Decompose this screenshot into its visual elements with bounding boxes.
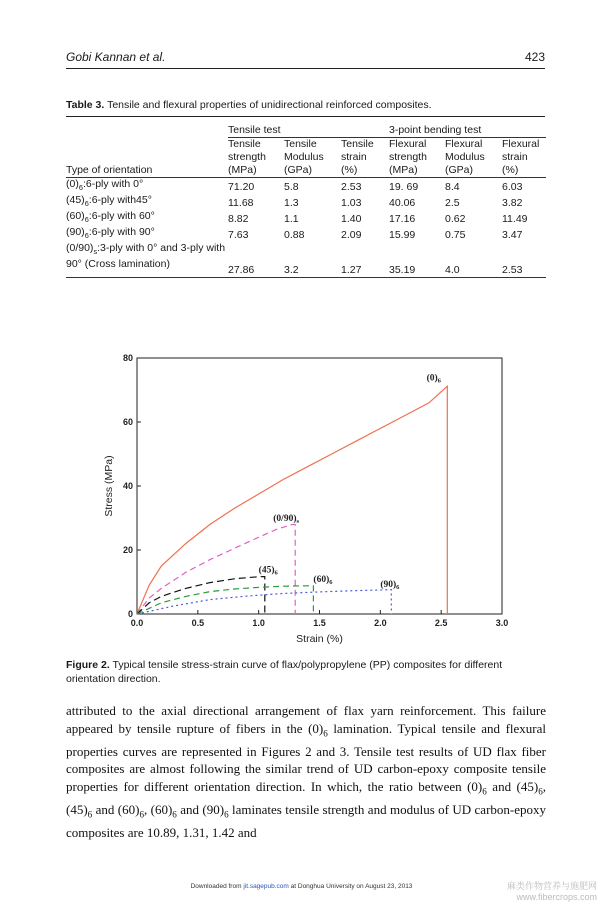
- cell-value: 0.88: [284, 229, 305, 242]
- watermark-line-2: www.fibercrops.com: [516, 892, 597, 902]
- table-caption-label: Table 3.: [66, 99, 105, 111]
- table-caption-text: Tensile and flexural properties of unidirectional reinforced composites.: [107, 99, 432, 111]
- table-row: [66, 242, 546, 278]
- cell-value: 71.20: [228, 181, 255, 194]
- cell-value: 4.0: [445, 264, 460, 277]
- col-header: Flexural strain (%): [502, 138, 540, 176]
- col-header: Flexural Modulus (GPa): [445, 138, 485, 176]
- cell-orientation: $(0/90)_s:3$-ply with 0° and 3-ply with 90° (Cross lamination): [66, 242, 226, 271]
- col-header: Tensile Modulus (GPa): [284, 138, 324, 176]
- table-row: [66, 178, 546, 195]
- cell-value: 40.06: [389, 197, 416, 210]
- cell-value: 19. 69: [389, 181, 419, 194]
- group-tensile-test: Tensile test: [228, 118, 389, 138]
- properties-table: [66, 118, 546, 278]
- cell-value: 17.16: [389, 213, 416, 226]
- col-header: Tensile strength (MPa): [228, 138, 266, 176]
- cell-value: 3.2: [284, 264, 299, 277]
- table-row: [66, 210, 546, 226]
- cell-value: 8.82: [228, 213, 249, 226]
- figure-caption: [66, 658, 546, 686]
- header-rule: [66, 68, 545, 69]
- x-tick-label: 2.5: [434, 618, 448, 628]
- cell-orientation: $(0)_6:6$-ply with 0°: [66, 178, 144, 193]
- series-line-3: [137, 586, 313, 614]
- y-tick-label: 0: [127, 609, 133, 619]
- watermark: [507, 881, 597, 903]
- table-row: [66, 226, 546, 242]
- cell-orientation: $(45)_6:6$-ply with45°: [66, 194, 152, 209]
- cell-value: 2.53: [502, 264, 523, 277]
- x-tick-label: 2.0: [374, 618, 387, 628]
- footer-prefix: Downloaded from: [190, 883, 244, 890]
- series-annotation: $(60)_6$: [313, 575, 333, 586]
- stress-strain-chart: [100, 350, 512, 650]
- cell-value: 3.47: [502, 229, 523, 242]
- series-line-4: [137, 590, 391, 614]
- cell-value: 2.5: [445, 197, 460, 210]
- series-line-2: [137, 577, 265, 614]
- watermark-line-1: 麻类作物营养与施肥网: [506, 881, 597, 891]
- cell-orientation: $(60)_6:6$-ply with 60°: [66, 210, 155, 225]
- cell-value: 2.09: [341, 229, 362, 242]
- cell-value: 35.19: [389, 264, 416, 277]
- cell-value: 27.86: [228, 264, 255, 277]
- cell-value: 1.40: [341, 213, 362, 226]
- col-header: Tensile strain (%): [341, 138, 374, 176]
- running-header: [66, 50, 545, 68]
- cell-value: 0.62: [445, 213, 466, 226]
- body-paragraph: attributed to the axial directional arrangement of flax yarn reinforcement. This failure appeared by tensile rupture of fibers in the $(0)_6$ lamination. Typical tensile and flexural properties curves are represented in Figures 2 and 3. Tensile test results of UD flax fiber composites are almost following the similar trend of UD carbon-epoxy composite tensile properties for different orientation direction. In which, the ratio between $(0)_6$ and $(45)_6$, $(45)_6$ and $(60)_6$, $(60)_6$ and $(90)_6$ laminates tensile strength and modulus of UD carbon-epoxy composites are 10.89, 1.31, 1.42 and: [66, 703, 546, 840]
- cell-value: 0.75: [445, 229, 466, 242]
- x-tick-label: 0.5: [191, 618, 205, 628]
- cell-value: 7.63: [228, 229, 249, 242]
- cell-value: 1.27: [341, 264, 362, 277]
- series-annotation: $(90)_6$: [380, 579, 400, 591]
- cell-value: 8.4: [445, 181, 460, 194]
- y-tick-label: 80: [122, 353, 133, 363]
- cell-value: 11.49: [502, 213, 528, 226]
- cell-orientation: $(90)_6:6$-ply with 90°: [66, 226, 155, 241]
- table-row: [66, 194, 546, 210]
- y-tick-label: 40: [122, 481, 133, 491]
- x-tick-label: 1.5: [313, 618, 326, 628]
- running-header-author: Gobi Kannan et al.: [66, 50, 166, 64]
- figure-caption-label: Figure 2.: [66, 659, 110, 671]
- table-top-rule: [66, 116, 545, 117]
- cell-value: 11.68: [228, 197, 254, 210]
- table-caption: [66, 98, 546, 112]
- col-header: Flexural strength (MPa): [389, 138, 427, 176]
- figure-caption-text: Typical tensile stress-strain curve of flax/polypropylene (PP) composites for different orientation direction.: [66, 659, 503, 685]
- cell-value: 6.03: [502, 181, 523, 194]
- footer-link[interactable]: jit.sagepub.com: [243, 883, 289, 890]
- y-tick-label: 60: [122, 417, 133, 427]
- cell-value: 1.3: [284, 197, 299, 210]
- cell-value: 1.1: [284, 213, 299, 226]
- series-annotation: $(45)_6$: [258, 565, 278, 577]
- page-number: 423: [524, 50, 545, 64]
- cell-value: 15.99: [389, 229, 416, 242]
- series-line-0: [137, 386, 447, 614]
- y-axis-label: Stress (MPa): [103, 455, 115, 517]
- series-annotation: $(0/90)_s$: [273, 514, 300, 526]
- x-tick-label: 3.0: [495, 618, 509, 628]
- group-bending-test: 3-point bending test: [389, 118, 546, 138]
- footer-suffix: at Donghua University on August 23, 2013: [288, 883, 413, 890]
- cell-value: 2.53: [341, 181, 362, 194]
- col-header-type: Type of orientation: [66, 164, 153, 176]
- cell-value: 1.03: [341, 197, 362, 210]
- x-axis-label: Strain (%): [296, 633, 343, 645]
- cell-value: 3.82: [502, 197, 523, 210]
- cell-value: 5.8: [284, 181, 299, 194]
- x-tick-label: 0.0: [130, 618, 144, 628]
- y-tick-label: 20: [122, 545, 133, 555]
- series-annotation: $(0)_6$: [426, 373, 441, 385]
- x-tick-label: 1.0: [252, 618, 265, 628]
